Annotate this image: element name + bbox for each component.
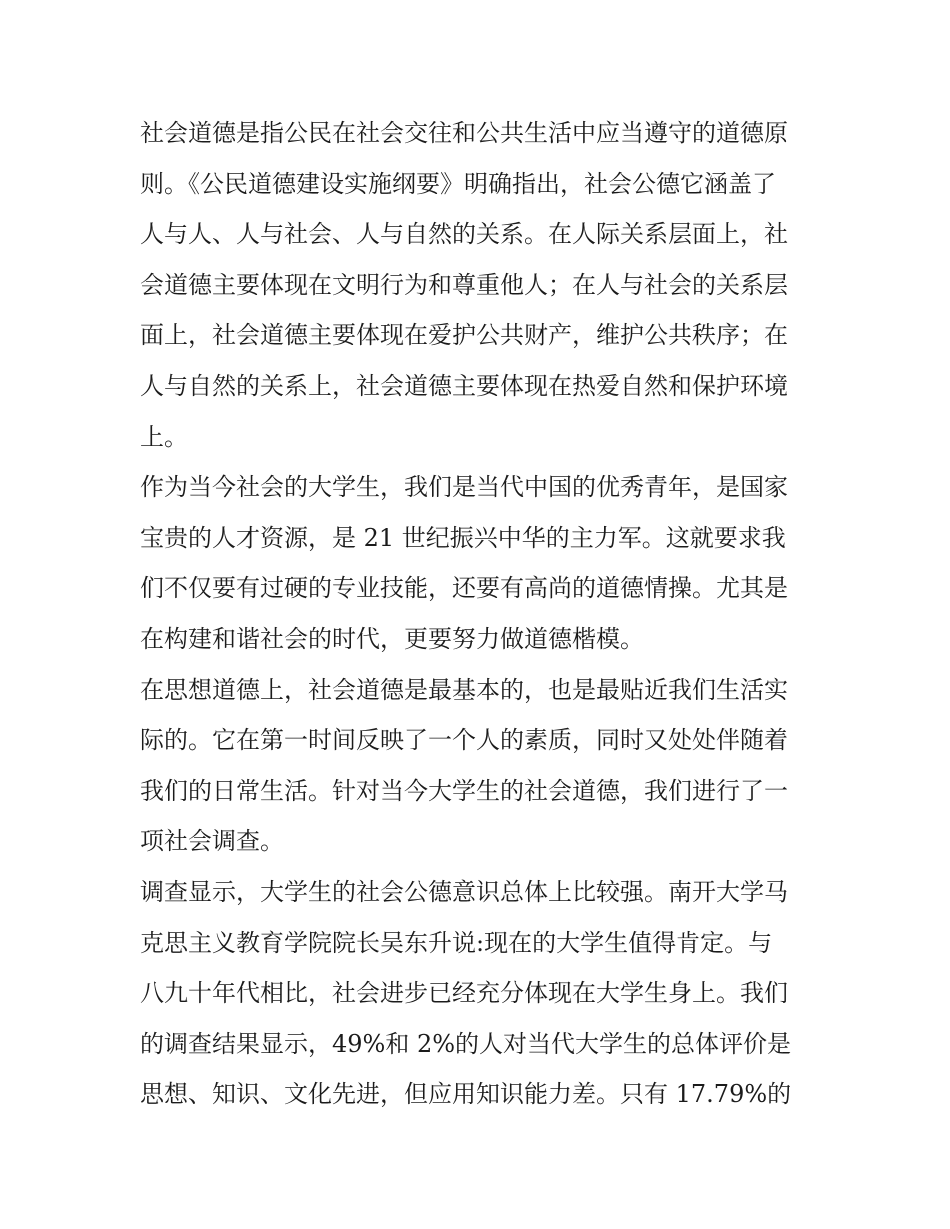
text-line: 克思主义教育学院院长吴东升说:现在的大学生值得肯定。与 — [140, 928, 773, 957]
text-line: 人与人、人与社会、人与自然的关系。在人际关系层面上，社 — [140, 220, 788, 249]
paragraph-college-students-role — [140, 462, 815, 664]
paragraph-survey-results — [140, 867, 815, 1120]
text-line: 我们的日常生活。针对当今大学生的社会道德，我们进行了一 — [140, 776, 788, 805]
text-line: 则。《公民道德建设实施纲要》明确指出，社会公德它涵盖了 — [140, 169, 776, 198]
text-line: 作为当今社会的大学生，我们是当代中国的优秀青年，是国家 — [140, 473, 788, 502]
text-line: 会道德主要体现在文明行为和尊重他人；在人与社会的关系层 — [140, 270, 788, 299]
text-line: 的调查结果显示，49%和 2%的人对当代大学生的总体评价是 — [140, 1029, 792, 1058]
text-line: 宝贵的人才资源，是 21 世纪振兴中华的主力军。这就要求我 — [140, 523, 786, 552]
text-line: 项社会调查。 — [140, 827, 284, 856]
text-line: 社会道德是指公民在社会交往和公共生活中应当遵守的道德原 — [140, 119, 788, 147]
text-line: 上。 — [140, 422, 188, 451]
text-line: 思想、知识、文化先进，但应用知识能力差。只有 17.79%的 — [140, 1080, 792, 1109]
text-line: 在构建和谐社会的时代，更要努力做道德楷模。 — [140, 624, 644, 653]
text-line: 人与自然的关系上，社会道德主要体现在热爱自然和保护环境 — [140, 371, 788, 400]
paragraph-ideological-morality — [140, 665, 815, 867]
paragraph-social-morality-definition — [140, 108, 815, 462]
text-line: 调查显示，大学生的社会公德意识总体上比较强。南开大学马 — [140, 877, 788, 906]
document-body — [140, 108, 815, 1120]
text-line: 际的。它在第一时间反映了一个人的素质，同时又处处伴随着 — [140, 726, 788, 755]
text-line: 们不仅要有过硬的专业技能，还要有高尚的道德情操。尤其是 — [140, 574, 788, 603]
text-line: 八九十年代相比，社会进步已经充分体现在大学生身上。我们 — [140, 979, 788, 1008]
text-line: 在思想道德上，社会道德是最基本的，也是最贴近我们生活实 — [140, 675, 788, 704]
text-line: 面上，社会道德主要体现在爱护公共财产，维护公共秩序；在 — [140, 321, 788, 350]
